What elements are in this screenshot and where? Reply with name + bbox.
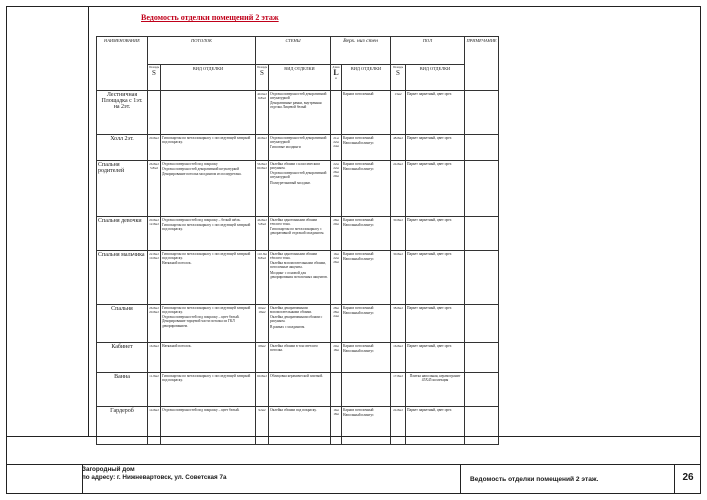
wall-finish-line: Оклейка декоративными обоями с рисунком. (270, 315, 323, 324)
low-length-line: 28м (333, 217, 339, 222)
wall-area (256, 135, 269, 161)
header-floor-area: Площадь S (391, 65, 406, 91)
low-length-line: 21м (333, 135, 339, 140)
floor-area (391, 251, 406, 305)
low-length-line: 28м (333, 309, 339, 314)
floor-area (391, 217, 406, 251)
low-length-line: 29м (333, 221, 339, 226)
ceiling-area-line: 26.8м2 (149, 161, 159, 166)
header-ceiling: ПОТОЛОК (148, 37, 256, 65)
wall-area-line: 8.8м2 (257, 255, 267, 260)
room-name: Ванна (97, 373, 148, 407)
low-length-line: 18м (333, 347, 339, 352)
ceiling-finish-line: Натяжной потолок. (162, 343, 192, 348)
wall-area-line: 110.8м (257, 251, 267, 256)
wall-finish (269, 161, 331, 217)
wall-area-line: 18м2 (258, 309, 266, 314)
wall-finish-line: Оклейка однотонными обоями тёплого тона. (270, 251, 317, 260)
low-length (331, 217, 342, 251)
low-finish (342, 217, 391, 251)
ceiling-finish (161, 343, 256, 373)
note (465, 161, 499, 217)
room-name: Холл 2эт. (97, 135, 148, 161)
ceiling-area-line: 20.8м2 (149, 309, 159, 314)
wall-finish-line: В рамках с молдингом. (270, 324, 306, 329)
header-wall-finish: ВИД ОТДЕЛКИ (269, 65, 331, 91)
wall-finish-line: Оклейка вспомогательными обоями, потолочные акценты. (270, 261, 326, 270)
ceiling-finish (161, 251, 256, 305)
ceiling-finish-line: Отделка поверхностей под покраску – цвет белый. (162, 407, 240, 412)
ceiling-finish-line: Гипсокартон по металлокаркасу с последующей затиркой под покраску. (162, 222, 251, 232)
note (465, 251, 499, 305)
low-length-line: 29м (333, 173, 339, 178)
low-finish-line: Напольный плинтус (343, 256, 374, 261)
floor-finish-line: Паркет паркетный, цвет орех (407, 91, 452, 96)
floor-finish (406, 305, 465, 343)
table-row (97, 251, 499, 305)
low-length (331, 343, 342, 373)
table-row (97, 373, 499, 407)
ceiling-area (148, 217, 161, 251)
wall-finish (269, 373, 331, 407)
note (465, 135, 499, 161)
wall-finish-line: Отделка поверхностей декоративной штукатуркой (270, 91, 327, 100)
wall-area (256, 217, 269, 251)
header-low-finish: ВИД ОТДЕЛКИ (342, 65, 391, 91)
wall-area-line: 40.8м2 (257, 135, 267, 140)
ceiling-area-line: 20.8м2 (149, 217, 159, 222)
wall-finish (269, 217, 331, 251)
wall-finish-line: Оклейка обоями в тон светлого потолка. (270, 343, 318, 352)
wall-finish-line: Облицовка керамической плиткой. (270, 373, 324, 378)
floor-area-line: 48.8м2 (393, 135, 403, 140)
low-length-line: 24м (333, 143, 339, 148)
floor-area-line: 13м2 (394, 91, 402, 96)
wall-finish (269, 343, 331, 373)
wall-area (256, 343, 269, 373)
low-length-line: 26м (333, 259, 339, 264)
note (465, 305, 499, 343)
floor-area-line: 17.8м2 (393, 373, 403, 378)
header-ceiling-area: Площадь S (148, 65, 161, 91)
floor-area-line: 24.8м2 (393, 407, 403, 412)
low-finish-line: Карниз потолочный (343, 217, 374, 222)
table-row (97, 135, 499, 161)
floor-area (391, 161, 406, 217)
low-length-line: 16м (333, 407, 339, 412)
low-finish (342, 251, 391, 305)
wall-finish-line: Оклейка декоративными вспомогательными обоями. (270, 305, 313, 314)
room-name: Спальня девочки (97, 217, 148, 251)
ceiling-area-line: 12.8м2 (149, 221, 159, 226)
wall-finish (269, 91, 331, 135)
low-length-line: 28м (333, 305, 339, 310)
ceiling-finish-line: Гипсокартон по металлокаркасу с последующей затиркой под покраску. (162, 305, 251, 314)
wall-area-line: 56.8м2 (257, 161, 267, 166)
ceiling-area-line: 5.8м2 (149, 165, 159, 170)
floor-finish (406, 161, 465, 217)
floor-area (391, 305, 406, 343)
low-finish (342, 373, 391, 407)
ceiling-finish (161, 217, 256, 251)
ceiling-finish (161, 373, 256, 407)
stamp-sheet-title: Ведомость отделки помещений 2 этаж. (470, 476, 599, 483)
ceiling-finish-line: Гипсокартон по металлокаркасу с последующей затиркой под покраску. (162, 373, 251, 382)
low-length (331, 305, 342, 343)
ceiling-area-line: 26.8м2 (149, 305, 159, 310)
wall-finish-line: Отделка поверхностей декоративной штукатуркой (270, 135, 327, 144)
room-name: Спальня родителей (97, 161, 148, 217)
header-floor: ПОЛ (391, 37, 465, 65)
floor-area (391, 135, 406, 161)
table-row (97, 161, 499, 217)
ceiling-finish-line: Отделка поверхностей декоративной штукатуркой (162, 166, 239, 171)
ceiling-finish (161, 135, 256, 161)
ceiling-finish-line: Декорирование потолка молдингом из полиуретана. (162, 172, 242, 177)
wall-area (256, 161, 269, 217)
wall-area-line: 5.8м2 (257, 221, 267, 226)
low-length-line: 26м (333, 169, 339, 174)
low-finish (342, 91, 391, 135)
note (465, 217, 499, 251)
room-name: Гардероб (97, 407, 148, 445)
low-length-line: 22м (333, 161, 339, 166)
low-finish-line: Карниз потолочный (343, 251, 374, 256)
header-floor-finish: ВИД ОТДЕЛКИ (406, 65, 465, 91)
floor-area (391, 373, 406, 407)
ceiling-area-line: 14.8м2 (149, 407, 159, 412)
floor-area (391, 343, 406, 373)
low-finish (342, 161, 391, 217)
wall-area-line: 46.8м2 (257, 217, 267, 222)
wall-area-line: 40.0м2 (257, 91, 267, 96)
ceiling-area-line: 10.8м2 (149, 255, 159, 260)
table-row (97, 217, 499, 251)
header-ceiling-finish: ВИД ОТДЕЛКИ (161, 65, 256, 91)
low-finish-line: Карниз потолочный (343, 161, 374, 166)
wall-finish (269, 251, 331, 305)
ceiling-finish-line: Натяжной потолок. (162, 261, 192, 266)
ceiling-area (148, 305, 161, 343)
stamp-project (82, 466, 322, 481)
wall-finish (269, 305, 331, 343)
low-length-line: 22м (333, 139, 339, 144)
low-length (331, 161, 342, 217)
low-finish-line: Напольный плинтус (343, 348, 374, 353)
ceiling-area (148, 251, 161, 305)
wall-area-line: 60.8м2 (257, 165, 267, 170)
floor-finish (406, 251, 465, 305)
header-name: НАИМЕНОВАНИЕ (97, 37, 148, 91)
wall-area-line: 60.8м2 (257, 373, 267, 378)
floor-area-line: 38.8м2 (393, 305, 403, 310)
ceiling-finish-line: Отделка поверхностей под покраску (162, 161, 218, 166)
ceiling-finish-line: Отделка поверхностей под покраску – цвет белый. Декорирование торцевой части потолка из ГКЛ декорированием. (162, 315, 240, 328)
finish-schedule-table (96, 36, 499, 445)
table-row (97, 305, 499, 343)
ceiling-area-line: 22.8м2 (149, 251, 159, 256)
wall-finish (269, 135, 331, 161)
floor-area-line: 30.8м2 (393, 251, 403, 256)
floor-finish (406, 91, 465, 135)
project-name: Загородный дом (82, 466, 135, 473)
floor-finish-line: Паркет паркетный, цвет орех (407, 135, 452, 140)
stamp-divider (674, 464, 675, 494)
table-row (97, 91, 499, 135)
low-finish-line: Напольный плинтус (343, 222, 374, 227)
header-length: Длина L м (331, 65, 342, 91)
low-length-line: 22м (333, 165, 339, 170)
wall-area (256, 91, 269, 135)
low-finish-line: Напольный плинтус (343, 310, 374, 315)
ceiling-area-line: 20.8м2 (149, 135, 159, 140)
floor-finish-line: Паркет паркетный, цвет орех (407, 407, 452, 412)
wall-finish-line: Декоративные рамки, внутренняя отделка Лицевой белый (270, 101, 322, 110)
ceiling-area-line: 11.8м2 (149, 373, 159, 378)
ceiling-finish (161, 91, 256, 135)
low-length-line: 16м (333, 251, 339, 256)
wall-finish-line: Полиуретановый молдинг. (270, 180, 311, 185)
floor-finish (406, 373, 465, 407)
ceiling-finish-line: Гипсокартон по металлокаркасу с последующей затиркой под покраску. (162, 251, 251, 260)
room-name: Лестничная Площадка с 1эт. на 2эт. (97, 91, 148, 135)
low-length (331, 135, 342, 161)
room-name: Спальня (97, 305, 148, 343)
low-finish (342, 135, 391, 161)
floor-finish (406, 217, 465, 251)
ceiling-area (148, 135, 161, 161)
wall-area (256, 251, 269, 305)
floor-finish-line: Паркет паркетный, цвет орех (407, 217, 452, 222)
low-finish-line: Карниз потолочный (343, 343, 374, 348)
wall-area-line: 92м2 (258, 407, 266, 412)
header-note: ПРИМЕЧАНИЕ (465, 37, 499, 91)
floor-finish (406, 343, 465, 373)
floor-finish-line: Паркет паркетный, цвет орех (407, 305, 452, 310)
floor-finish-line: Паркет паркетный, цвет орех (407, 343, 452, 348)
floor-area-line: 16.8м2 (393, 343, 403, 348)
stamp-divider (6, 464, 701, 465)
floor-finish-line: Плитка напольная, керамогранит 45Х45 коллекция (409, 373, 461, 382)
page-number: 26 (682, 472, 694, 483)
ceiling-finish-line: Отделка поверхностей под покраску – белый шёлк. (162, 217, 241, 222)
low-length (331, 251, 342, 305)
note (465, 343, 499, 373)
wall-finish-line: Молдинг с основой для декорирования потолочных акцентов. (270, 270, 328, 280)
low-length-line: 20м (333, 343, 339, 348)
wall-finish-line: Оклейка обоями под покраску. (270, 407, 317, 412)
floor-finish (406, 135, 465, 161)
low-finish-line: Напольный плинтус (343, 412, 374, 417)
low-length-line: 18м (333, 411, 339, 416)
floor-finish-line: Паркет паркетный, цвет орех (407, 161, 452, 166)
floor-area-line: 30.8м2 (393, 217, 403, 222)
ceiling-area-line: 16.8м2 (149, 343, 159, 348)
ceiling-finish (161, 161, 256, 217)
low-finish (342, 343, 391, 373)
wall-finish-line: Гипсокартон по металлокаркасу с декоративной отделкой молдингом. (270, 227, 325, 236)
wall-area-line: 68м2 (258, 343, 266, 348)
wall-finish-line: Отделка поверхностей декоративной штукатуркой (270, 171, 327, 180)
ceiling-area (148, 373, 161, 407)
wall-finish-line: Оклейка обоями с классическим рисунком. (270, 161, 320, 170)
low-finish (342, 305, 391, 343)
ceiling-area (148, 91, 161, 135)
ceiling-finish (161, 305, 256, 343)
wall-area-line: 60м2 (258, 305, 266, 310)
header-wall-area: Площадь S (256, 65, 269, 91)
low-length-line: 22м (333, 255, 339, 260)
room-name: Кабинет (97, 343, 148, 373)
stamp-divider (460, 464, 461, 494)
low-finish-line: Напольный плинтус (343, 140, 374, 145)
floor-finish-line: Паркет паркетный, цвет орех (407, 251, 452, 256)
wall-area (256, 373, 269, 407)
low-length (331, 373, 342, 407)
low-finish-line: Карниз потолочный (343, 135, 374, 140)
page-title: Ведомость отделки помещений 2 этаж (141, 13, 279, 22)
wall-finish-line: Оклейка однотонными обоями теплого тона. (270, 217, 317, 226)
low-length-line: 24м (333, 313, 339, 318)
ceiling-area (148, 343, 161, 373)
floor-area (391, 91, 406, 135)
ceiling-area (148, 161, 161, 217)
wall-area-line: 9.8м2 (257, 95, 267, 100)
low-length (331, 91, 342, 135)
ceiling-finish-line: Гипсокартон по металлокаркасу с последующей затиркой под покраску. (162, 135, 251, 144)
floor-area-line: 24.8м2 (393, 161, 403, 166)
project-address: по адресу: г. Нижневартовск, ул. Советская 7а (82, 473, 227, 481)
wall-finish-line: Гипсовые молдинги (270, 145, 301, 150)
low-finish-line: Карниз потолочный (343, 407, 374, 412)
note (465, 373, 499, 407)
room-name: Спальня мальчика (97, 251, 148, 305)
wall-area (256, 305, 269, 343)
low-finish-line: Карниз потолочный (343, 91, 374, 96)
note (465, 91, 499, 135)
title-block (6, 436, 701, 494)
header-low-walls: Верх. низ стен (331, 37, 391, 65)
low-finish-line: Напольный плинтус (343, 166, 374, 171)
header-walls: СТЕНЫ (256, 37, 331, 65)
low-finish-line: Карниз потолочный (343, 305, 374, 310)
table-row (97, 343, 499, 373)
